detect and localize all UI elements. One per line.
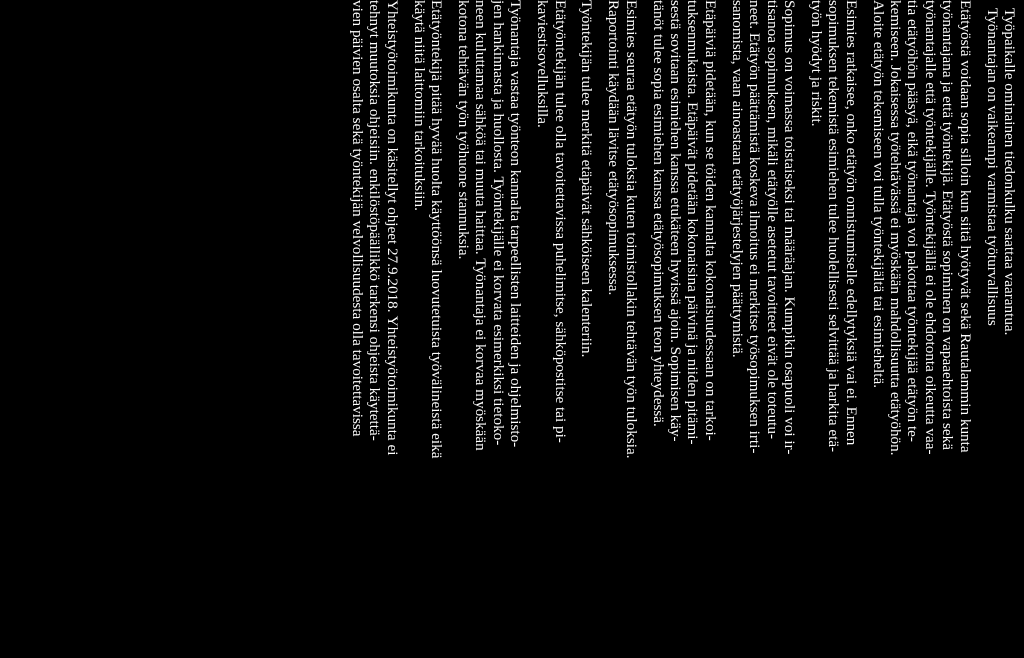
paragraph-5	[649, 0, 719, 658]
text-line: Työpaikalle ominainen tiedonkulku saattaa vaarantua.	[1001, 8, 1018, 336]
text-line: Etätyöntekijä pitää hyvää huolta käyttöönsä luovutetuista työvälineistä eikä	[428, 0, 446, 459]
paragraph-10	[410, 0, 445, 658]
text-line: Yhteistyötoimikunta on käsitellyt ohjeet 27.9.2018. Yhteistyötoimikunta ei	[383, 0, 401, 456]
text-line: sopimuksen tekemistä esimiehen tulee huolellisesti selvittää ja harkita etä-	[825, 0, 843, 453]
text-line: Etäpäiviä pidetään, kun se töiden kannalta kokonaisuudessaan on tarkoi-	[701, 0, 719, 441]
text-line: tuksenmukaista. Etäpäivät pidetään kokonaisina päivinä ja niiden pitämi-	[684, 0, 702, 445]
text-line: tisanoa sopimuksen, mikäli etätyölle asetetut tavoitteet eivät ole toteutu-	[763, 0, 781, 440]
text-line: neen kuluttamaa sähköä tai muuta haittaa. Työnantaja ei korvaa myöskään	[472, 0, 490, 451]
text-line: Etätyöstä voidaan sopia silloin kun siitä hyötyvät sekä Rautalammin kunta	[956, 0, 974, 453]
paragraph-4	[728, 0, 798, 658]
text-line: Raportointi käydään lävitse etätyösopimuksessa.	[605, 0, 623, 296]
text-line: työn hyödyt ja riskit.	[807, 0, 825, 127]
paragraph-7	[578, 0, 595, 658]
text-line: kaviestisovelluksilla.	[534, 0, 552, 128]
text-line: Työnantajan on vaikeampi varmistaa työturvallisuus	[983, 8, 1001, 326]
paragraph-6	[605, 0, 640, 658]
text-line: Aloite etätyön tekemiseen voi tulla työntekijältä tai esimieheltä.	[869, 0, 887, 389]
paragraph-11	[349, 0, 401, 658]
text-line: Työnantaja vastaa työnteon kannalta tarpeellisten laitteiden ja ohjelmisto-	[507, 0, 525, 448]
text-line: Esimies seuraa etätyön tuloksia kuten toimistollakin tehtävän työn tuloksia.	[622, 0, 640, 459]
paragraph-9	[455, 0, 525, 658]
text-line: kemiseen. Jokaisessa työtehtävässä ei myöskään mahdollisuutta etätyöhön.	[887, 0, 905, 456]
text-line: Sopimus on voimassa toistaiseksi tai määräajan. Kumpikin osapuoli voi ir-	[781, 0, 799, 455]
text-line: kotona tehtävän työn työhuone stannuksia.	[455, 0, 473, 260]
text-line: sanomista, vaan ainoastaan etätyöjärjestelyjen päättymistä.	[728, 0, 746, 358]
paragraph-3	[808, 0, 860, 658]
text-line: tehnyt muutoksia ohjeisiin. enkilöstöpäällikkö tarkensi ohjeista käytettä-	[366, 0, 384, 441]
paragraph-2	[869, 0, 973, 658]
text-line: jen hankinnasta ja huollosta. Työntekijälle ei korvata esimerkiksi tietoko-	[489, 0, 507, 446]
text-line: Esimies ratkaisee, onko etätyön onnistumiselle edellytyksiä vai ei. Ennen	[842, 0, 860, 446]
text-line: käytä niitä laittomiin tarkoituksiin.	[410, 0, 428, 211]
text-line: Työntekijän tulee merkitä etäpäivät sähköiseen kalenteriin.	[578, 0, 596, 358]
text-line: tia etätyöhön pääsyä, eikä työnantaja voi pakottaa työntekijää etätyön te-	[904, 0, 922, 442]
text-line: työnantajalle että työntekijälle. Työntekijällä ei ole ehdotonta oikeutta vaa-	[921, 0, 939, 455]
text-line: Etätyöntekijän tulee olla tavoitettavissa puhelimitse, sähköpostitse tai pi-	[551, 0, 569, 443]
text-line: vien päivien osalta sekä työntekijän velvollisuudesta olla tavoitettavissa	[349, 0, 366, 437]
paragraph-8	[534, 0, 569, 658]
text-line: tänöt tulee sopia esimiehen kanssa etätyösopimuksen teon yhteydessä.	[649, 0, 667, 427]
paragraph-1	[983, 0, 1018, 658]
text-line: sestä sovitaan esimiehen kanssa etukäteen hyvissä ajoin. Sopimisen käy-	[667, 0, 685, 442]
text-line: työnantajana ja että työntekijä. Etätyöstä sopiminen on vapaaehtoista sekä	[939, 0, 957, 450]
text-line: neet. Etätyön päättämistä koskeva ilmoitus ei merkitse työsopimuksen irti-	[746, 0, 764, 454]
